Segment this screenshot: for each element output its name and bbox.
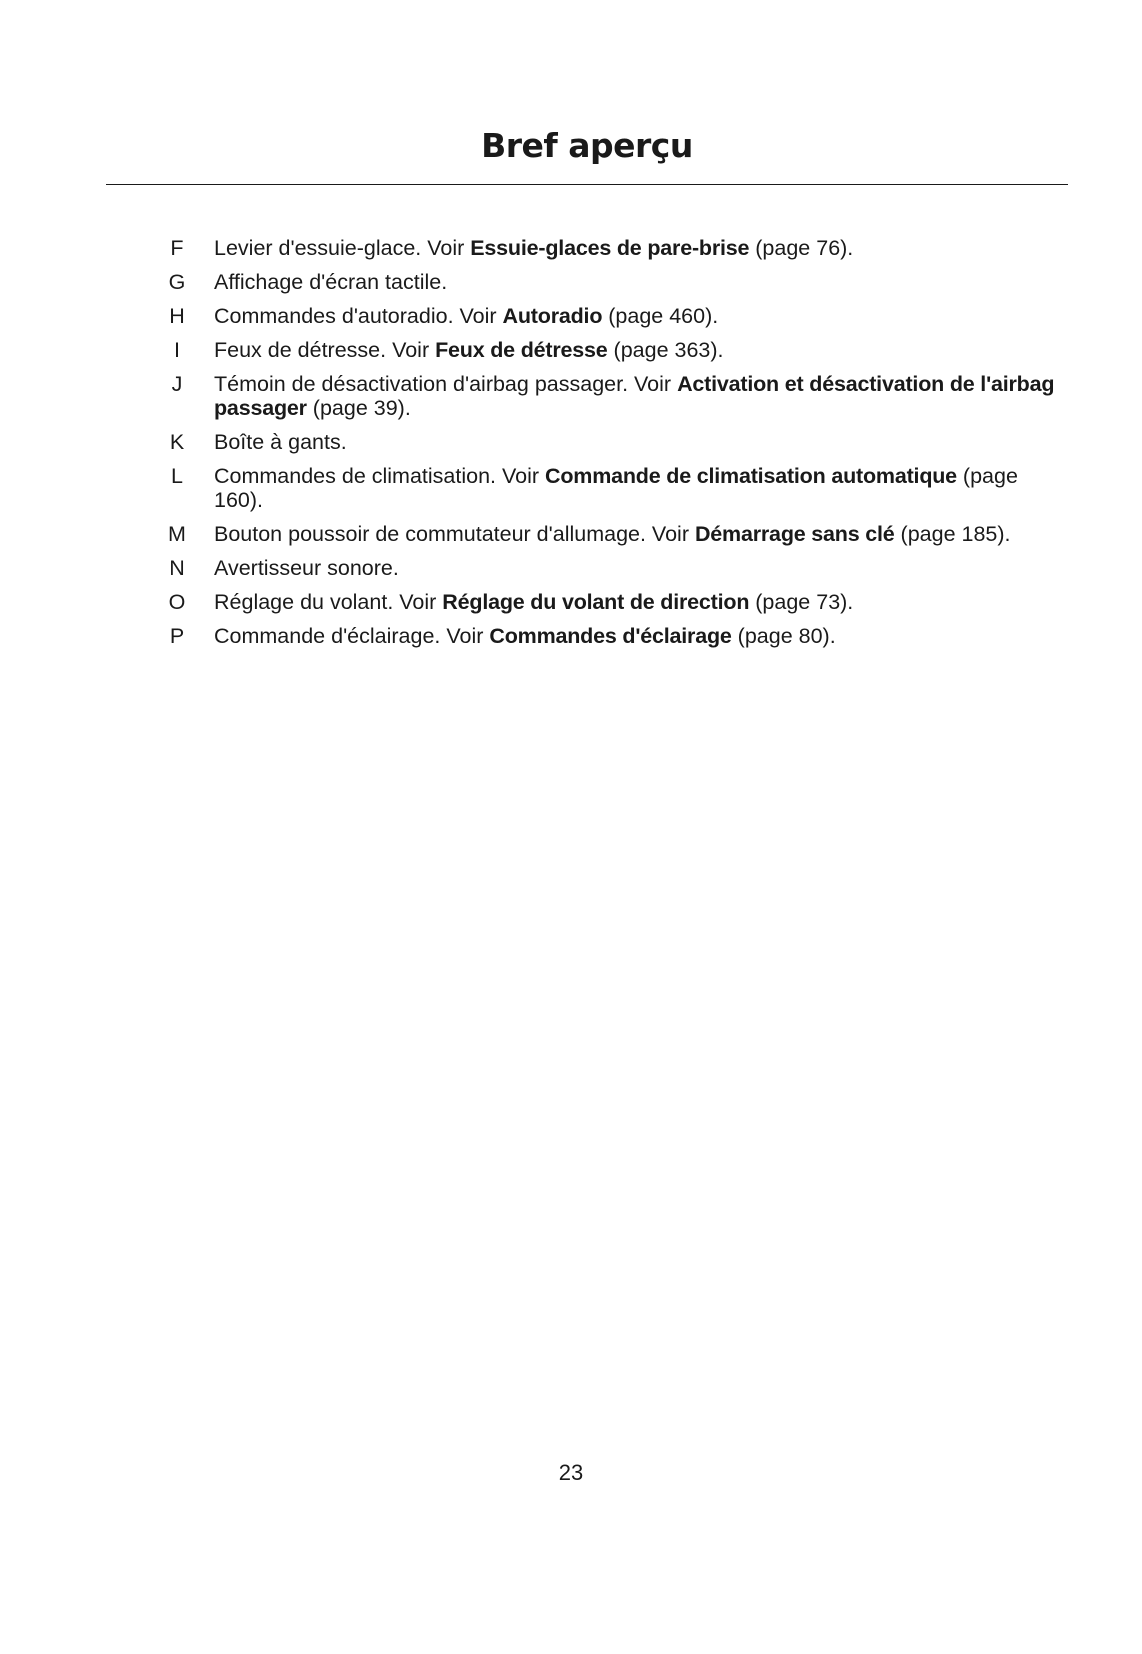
legend-item (140, 624, 1065, 648)
item-description (214, 556, 1065, 580)
legend-item (140, 464, 1065, 512)
legend-item (140, 372, 1065, 420)
cross-reference-link[interactable]: Autoradio (502, 304, 603, 328)
cross-reference-link[interactable]: Activation et désactivation de l'airbag passager (214, 372, 1055, 420)
item-text: Commandes d'autoradio. Voir (214, 304, 503, 328)
item-text: Affichage d'écran tactile. (214, 270, 448, 294)
item-letter: H (169, 304, 185, 328)
item-letter: N (169, 556, 185, 580)
item-description (214, 624, 1065, 648)
legend-item (140, 556, 1065, 580)
item-text: Réglage du volant. Voir (214, 590, 443, 614)
page-reference: (page 76). (749, 236, 854, 260)
legend-list (140, 236, 1065, 658)
cross-reference-link[interactable]: Démarrage sans clé (694, 522, 895, 546)
page-reference: (page 73). (749, 590, 854, 614)
item-text: Commandes de climatisation. Voir (214, 464, 546, 488)
item-letter: O (168, 590, 186, 614)
cross-reference-link[interactable]: Essuie-glaces de pare-brise (470, 236, 750, 260)
item-letter: M (168, 522, 186, 546)
item-text: Témoin de désactivation d'airbag passager. Voir (214, 372, 678, 396)
cross-reference-link[interactable]: Réglage du volant de direction (442, 590, 750, 614)
item-letter: L (171, 464, 183, 488)
legend-item (140, 522, 1065, 546)
legend-item (140, 590, 1065, 614)
item-text: Commande d'éclairage. Voir (214, 624, 490, 648)
item-text: Avertisseur sonore. (214, 556, 399, 580)
item-description (214, 464, 1065, 512)
page-reference: (page 460). (602, 304, 719, 328)
page-title: Bref aperçu (481, 126, 693, 165)
item-description (214, 304, 1065, 328)
page-reference: (page 363). (607, 338, 724, 362)
item-text: Bouton poussoir de commutateur d'allumage. Voir (214, 522, 695, 546)
item-description (214, 590, 1065, 614)
page-reference: (page 39). (306, 396, 411, 420)
legend-item (140, 430, 1065, 454)
item-description (214, 372, 1065, 420)
item-text: Boîte à gants. (214, 430, 347, 454)
item-letter: K (169, 430, 185, 454)
legend-item (140, 236, 1065, 260)
item-letter: J (171, 372, 183, 396)
item-description (214, 338, 1065, 362)
item-description (214, 522, 1065, 546)
page-number: 23 (558, 1460, 584, 1485)
item-letter: P (169, 624, 185, 648)
cross-reference-link[interactable]: Commandes d'éclairage (489, 624, 732, 648)
item-letter: I (174, 338, 180, 362)
cross-reference-link[interactable]: Feux de détresse (435, 338, 608, 362)
item-text: Levier d'essuie-glace. Voir (214, 236, 471, 260)
cross-reference-link[interactable]: Commande de climatisation automatique (545, 464, 957, 488)
item-description (214, 270, 1065, 294)
page-reference: (page 185). (894, 522, 1011, 546)
legend-item (140, 304, 1065, 328)
item-description (214, 430, 1065, 454)
page-reference: (page 80). (731, 624, 836, 648)
item-text: Feux de détresse. Voir (214, 338, 436, 362)
page-header (106, 126, 1068, 185)
page-reference: (page 160). (214, 464, 1018, 512)
legend-item (140, 338, 1065, 362)
legend-item (140, 270, 1065, 294)
item-letter: F (170, 236, 184, 260)
item-letter: G (168, 270, 186, 294)
item-description (214, 236, 1065, 260)
